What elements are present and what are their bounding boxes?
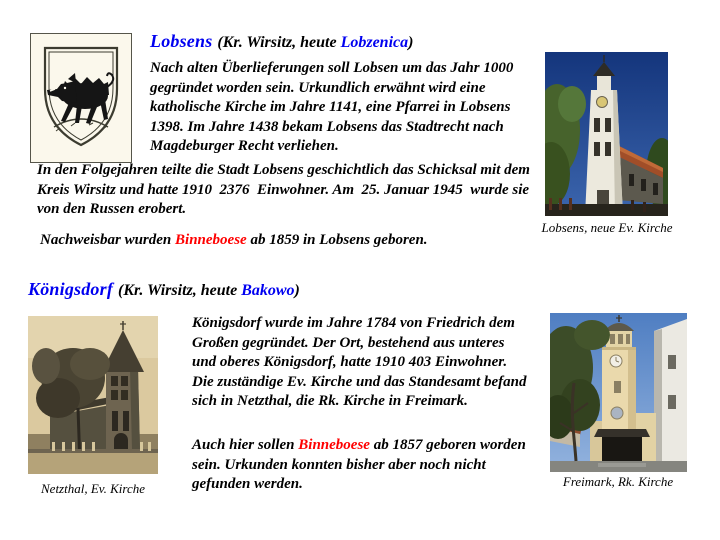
coat-of-arms — [30, 33, 132, 163]
lobsens-history-paragraph: Nach alten Überlieferungen soll Lobsen um das Jahr 1000 gegründet worden sein. Urkundlich erwähnt wird eine katholische Kirche im Jahre 1141, eine Pfarrei in Lobsens 1398. Im Jahre 1438 bekam Lobsens das Stadtrecht nach Magdeburger Recht verliehen. — [150, 60, 518, 154]
birth-post: ab 1859 in Lobsens geboren. — [246, 232, 428, 248]
caption-netzthal-church: Netzthal, Ev. Kirche — [41, 481, 145, 496]
place-link-bakowo[interactable]: Bakowo — [241, 282, 295, 299]
caption-lobsens-church: Lobsens, neue Ev. Kirche — [541, 220, 673, 235]
town-name-lobsens: Lobsens — [150, 31, 213, 51]
birth-pre: Nachweisbar wurden — [40, 232, 176, 248]
lobsens-church-image — [545, 52, 668, 216]
koenigsdorf-history-paragraph: Königsdorf wurde im Jahre 1784 von Friedrich dem Großen gegründet. Der Ort, bestehend aus unteres und oberes Königsdorf, hatte 1910 403 Einwohner. Die zuständige Ev. Kirche und das Standesamt befand sich in Netzthal, die Rk. Kirche in Freimark. — [192, 315, 531, 409]
birth-pre: Auch hier sollen — [192, 437, 299, 453]
town-name-koenigsdorf: Königsdorf — [28, 279, 114, 299]
netzthal-church-image — [28, 316, 158, 474]
photo-netzthal-church — [28, 316, 158, 474]
photo-lobsens-church — [545, 52, 668, 216]
lobsens-birth-line — [40, 231, 560, 251]
boar-shield-icon — [31, 34, 131, 162]
subtitle-pre: (Kr. Wirsitz, heute — [118, 282, 242, 299]
photo-freimark-church — [550, 313, 687, 472]
family-name-binneboese: Binneboese — [175, 232, 247, 248]
freimark-church-image — [550, 313, 687, 472]
place-link-lobzenica[interactable]: Lobzenica — [340, 34, 409, 51]
section-title-koenigsdorf — [28, 279, 300, 300]
section-title-lobsens — [150, 31, 413, 52]
lobsens-fate-paragraph: In den Folgejahren teilte die Stadt Lobsens geschichtlich das Schicksal mit dem Kreis Wirsitz und hatte 1910 2376 Einwohner. Am 25. Januar 1945 wurde sie von den Russen erobert. — [37, 162, 534, 217]
caption-freimark-church: Freimark, Rk. Kirche — [562, 474, 674, 489]
birth-post: ab 1857 geboren worden sein. Urkunden konnten bisher aber noch nicht gefunden werden. — [192, 437, 530, 492]
subtitle-post: ) — [294, 282, 300, 299]
subtitle-post: ) — [408, 34, 414, 51]
koenigsdorf-birth-paragraph — [192, 436, 530, 495]
subtitle-pre: (Kr. Wirsitz, heute — [217, 34, 341, 51]
family-name-binneboese: Binneboese — [298, 437, 370, 453]
